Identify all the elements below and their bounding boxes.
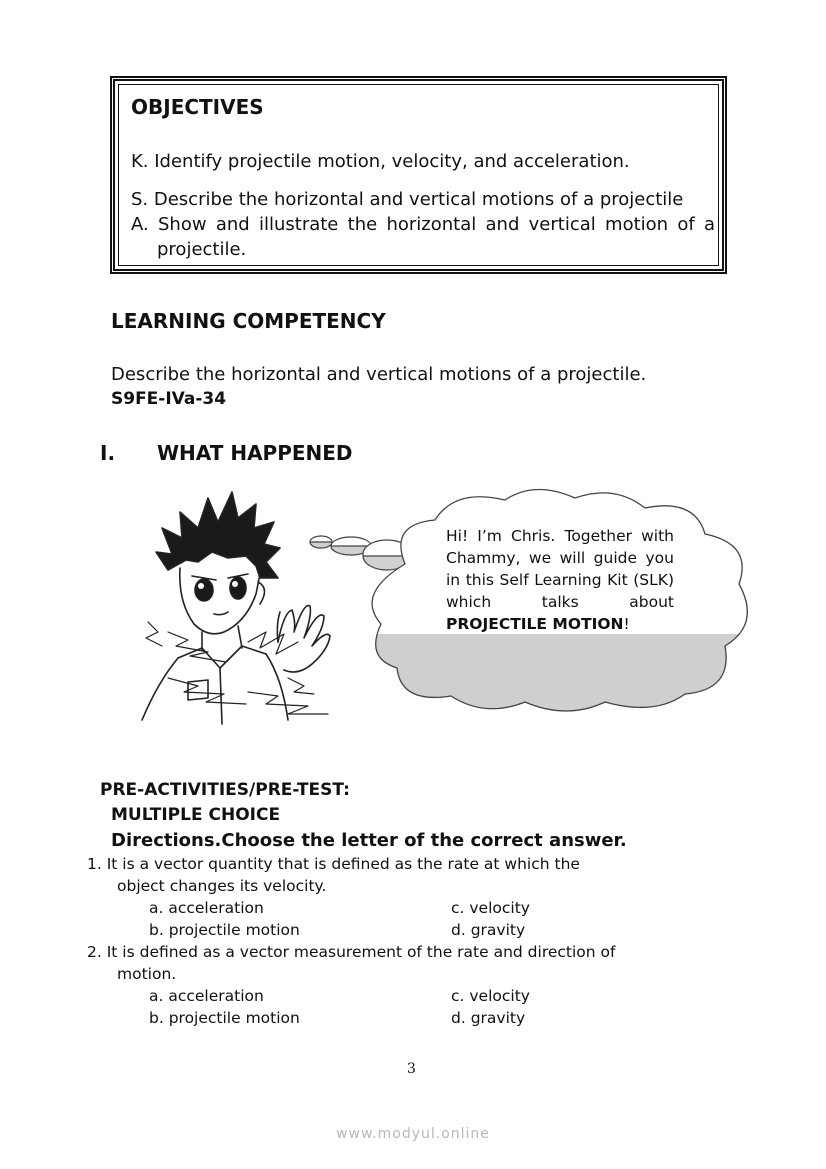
speech-line-1: Hi! I’m Chris. Together with (446, 527, 674, 545)
question-2-option-a: a. acceleration (149, 987, 264, 1005)
objective-attitude-cont: projectile. (157, 239, 247, 260)
pretest-directions: Directions.Choose the letter of the correct answer. (111, 830, 627, 851)
question-1-option-c: c. velocity (451, 899, 530, 917)
speech-line-3: in this Self Learning Kit (SLK) (446, 571, 674, 589)
question-1-option-b: b. projectile motion (149, 921, 300, 939)
question-1-line-2: object changes its velocity. (117, 877, 327, 895)
question-1-line-1: 1. It is a vector quantity that is defined as the rate at which the (87, 855, 580, 873)
speech-text (446, 525, 674, 635)
question-2-option-d: d. gravity (451, 1009, 526, 1027)
speech-end: ! (623, 615, 630, 633)
competency-text: Describe the horizontal and vertical motions of a projectile. (111, 364, 647, 385)
objectives-title: OBJECTIVES (131, 95, 264, 119)
question-1-option-d: d. gravity (451, 921, 526, 939)
objectives-box (110, 76, 727, 274)
pretest-type: MULTIPLE CHOICE (111, 805, 281, 825)
section-title: WHAT HAPPENED (157, 441, 353, 465)
competency-title: LEARNING COMPETENCY (111, 309, 386, 333)
footer-watermark: www.modyul.online (336, 1126, 490, 1142)
question-1-option-a: a. acceleration (149, 899, 264, 917)
question-2-line-2: motion. (117, 965, 177, 983)
question-2-line-1: 2. It is defined as a vector measurement of the rate and direction of (87, 943, 616, 961)
page-number: 3 (407, 1061, 416, 1077)
speech-line-4: which talks about (446, 593, 674, 611)
speech-topic: PROJECTILE MOTION (446, 615, 624, 633)
question-2-option-c: c. velocity (451, 987, 530, 1005)
question-2-option-b: b. projectile motion (149, 1009, 300, 1027)
objective-skill: S. Describe the horizontal and vertical motions of a projectile (131, 189, 684, 210)
objective-attitude: A. Show and illustrate the horizontal and vertical motion of a (131, 214, 715, 235)
objective-knowledge: K. Identify projectile motion, velocity, and acceleration. (131, 151, 630, 172)
competency-code: S9FE-IVa-34 (111, 389, 227, 409)
speech-line-2: Chammy, we will guide you (446, 549, 674, 567)
speech-line-5 (446, 613, 674, 635)
pretest-title: PRE-ACTIVITIES/PRE-TEST: (100, 780, 350, 800)
section-number: I. (100, 441, 116, 465)
